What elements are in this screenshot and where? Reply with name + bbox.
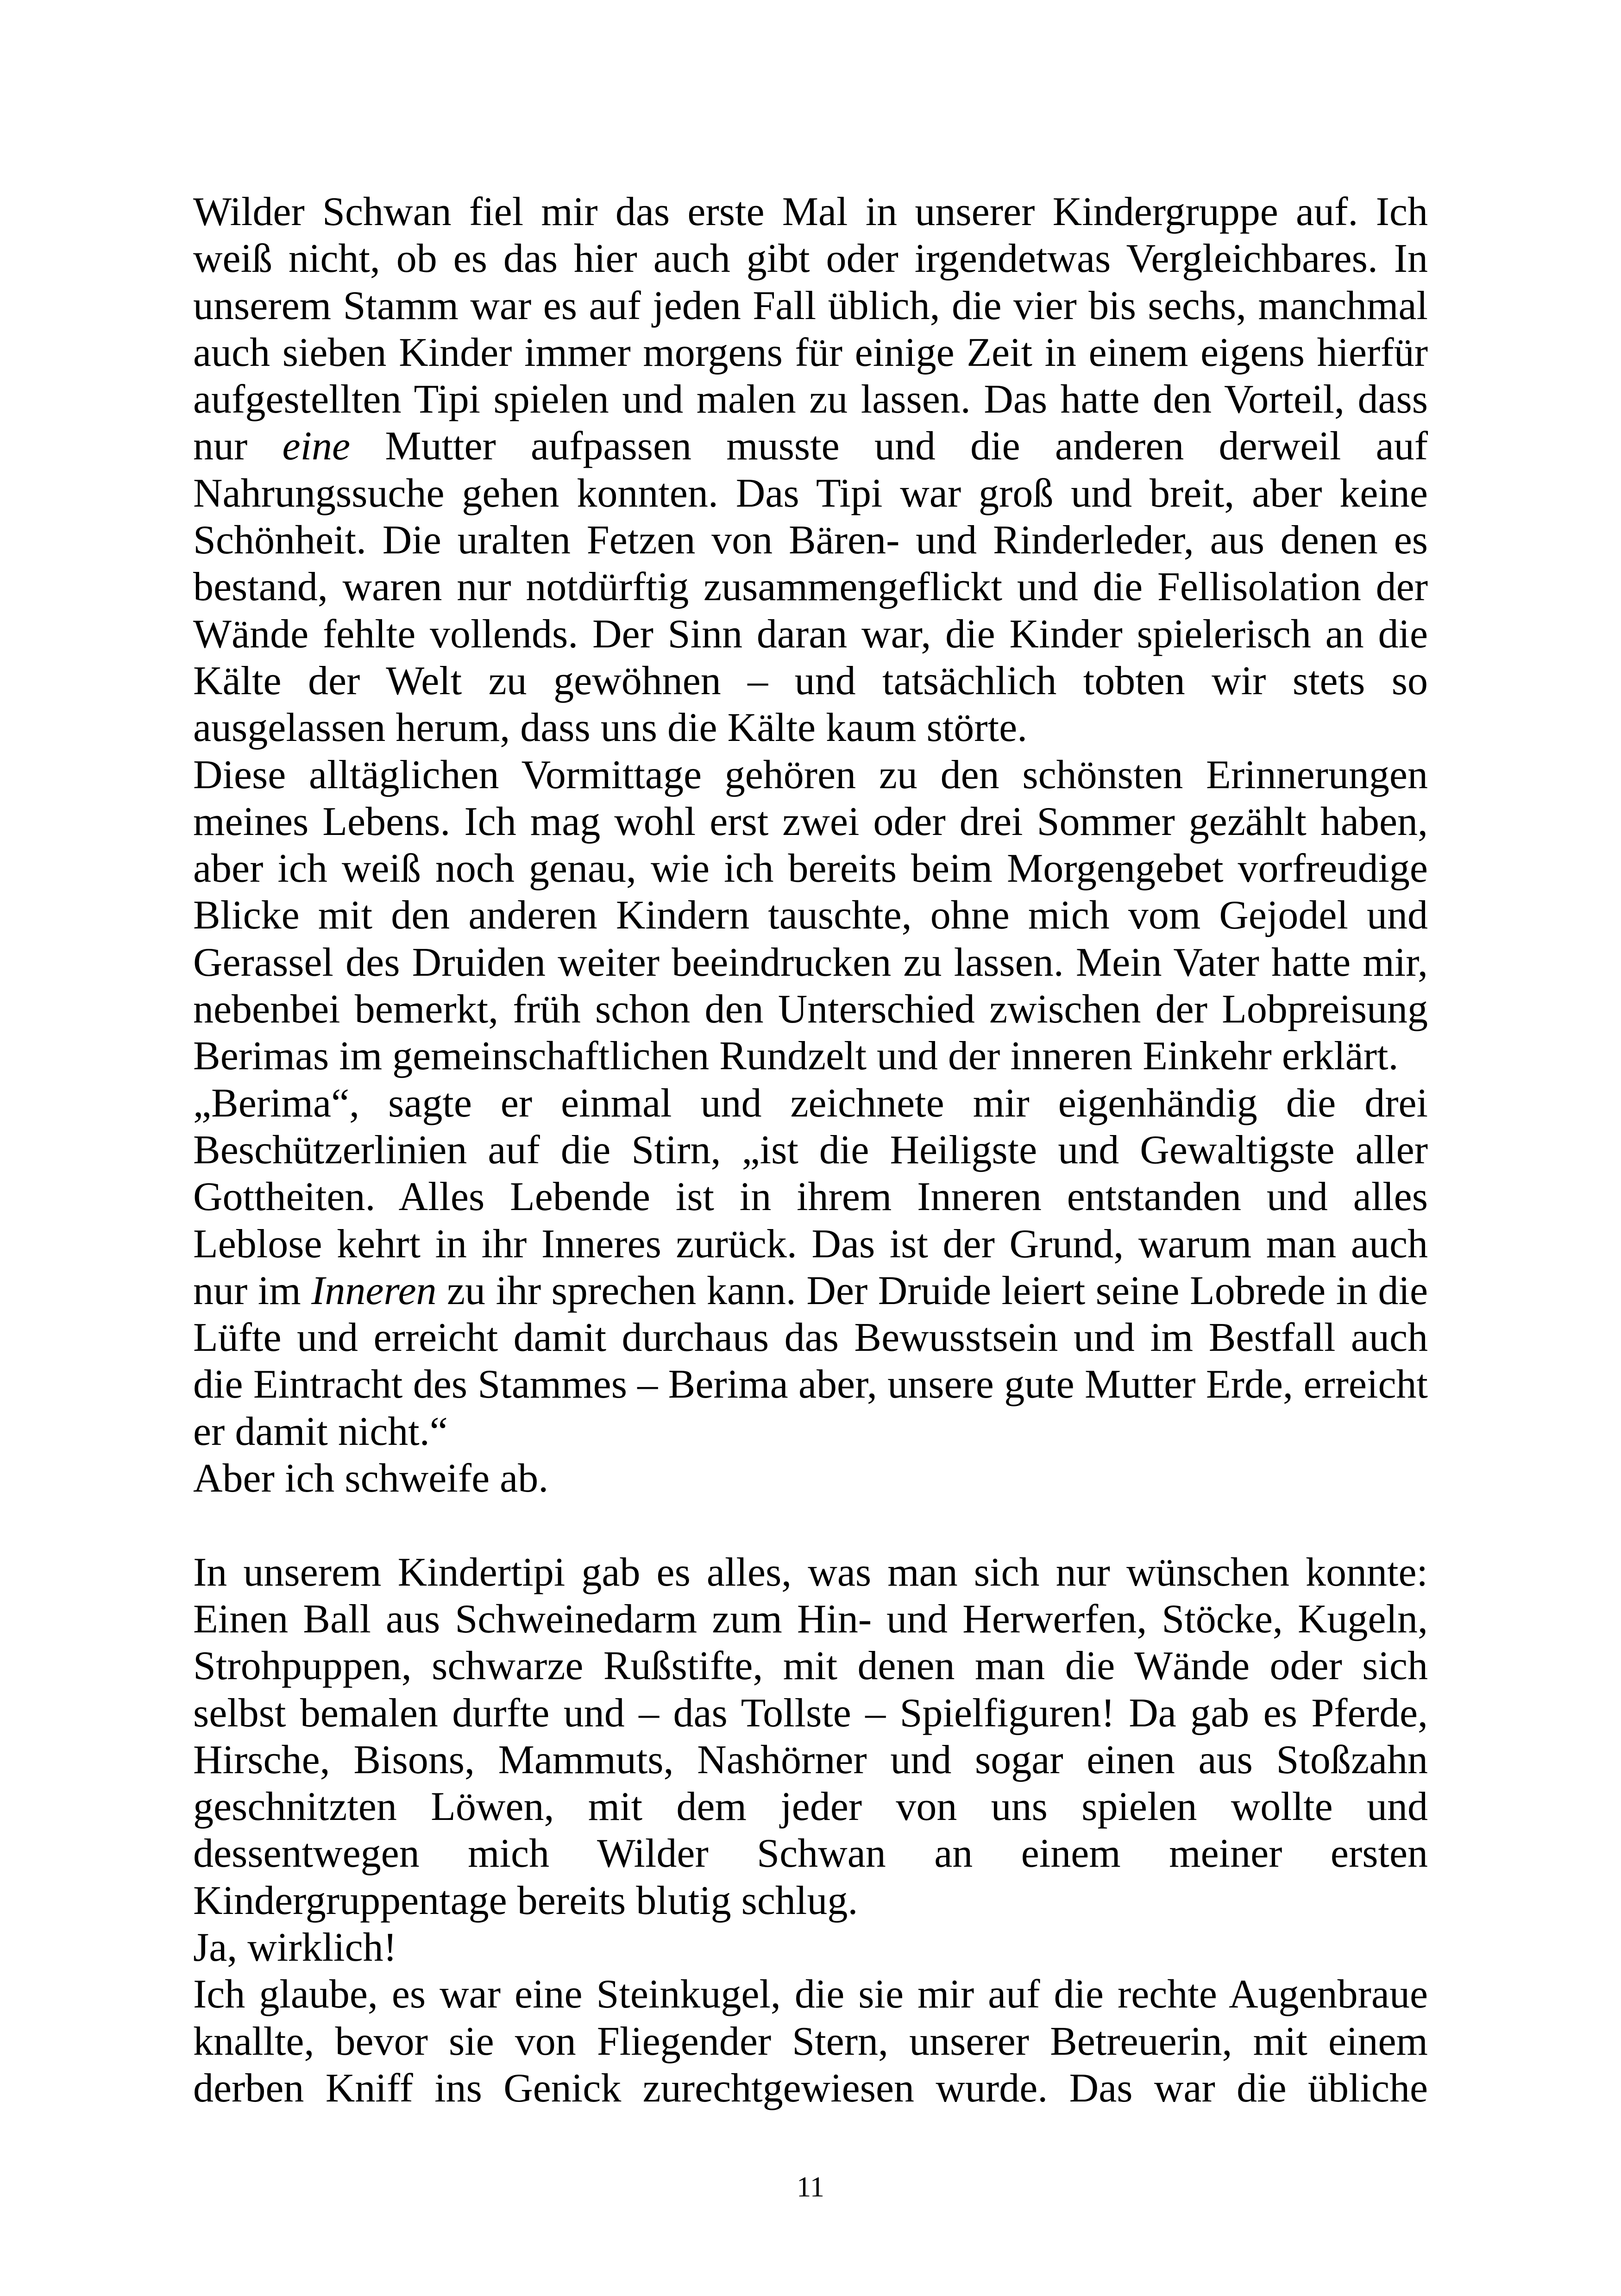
page-body [193,188,1428,2112]
page-number: 11 [797,2171,824,2203]
paragraph-4 [193,1455,1428,1502]
text-segment: Wilder Schwan fiel mir das erste Mal in unserer Kindergruppe auf. Ich weiß nicht, ob es das hier auch gibt oder irgendetwas Vergleichbares. In unserem Stamm war es auf jeden Fall üblich, die vier bis sechs, manchmal auch sieben Kinder immer morgens für einige Zeit in einem eigens hierfür aufgestellten Tipi spielen und malen zu lassen. Das hatte den Vorteil, dass nur [193,189,1428,469]
text-segment: Ich glaube, es war eine Steinkugel, die sie mir auf die rechte Augenbraue knallte, bevor sie von Fliegender Stern, unserer Betreuerin, mit einem derben Kniff ins Genick zurechtgewiesen wurde. Das war die übliche [193,1972,1428,2111]
text-segment: Mutter aufpassen musste und die anderen derweil auf Nahrungssuche gehen konnten. Das Tipi war groß und breit, aber keine Schönheit. Die uralten Fetzen von Bären- und Rinderleder, aus denen es bestand, waren nur notdürftig zusammengeflickt und die Fellisolation der Wände fehlte vollends. Der Sinn daran war, die Kinder spielerisch an die Kälte der Welt zu gewöhnen – und tatsächlich tobten wir stets so ausgelassen herum, dass uns die Kälte kaum störte. [193,424,1428,751]
paragraph-2 [193,752,1428,1080]
text-segment: Diese alltäglichen Vormittage gehören zu den schönsten Erinnerungen meines Lebens. Ich mag wohl erst zwei oder drei Sommer gezählt haben, aber ich weiß noch genau, wie ich bereits beim Morgengebet vorfreudige Blicke mit den anderen Kindern tauschte, ohne mich vom Gejodel und Gerassel des Druiden weiter beeindrucken zu lassen. Mein Vater hatte mir, nebenbei bemerkt, früh schon den Unterschied zwischen der Lobpreisung Berimas im gemeinschaftlichen Rundzelt und der inneren Einkehr erklärt. [193,752,1428,1079]
text-segment: Ja, wirklich! [193,1925,397,1970]
paragraph-7 [193,1971,1428,2112]
paragraph-1 [193,188,1428,752]
text-segment: „Berima“, sagte er einmal und zeichnete mir eigenhändig die drei Beschützerlinien auf die Stirn, „ist die Heiligste und Gewaltigste aller Gottheiten. Alles Lebende ist in ihrem Inneren entstanden und alles Leblose kehrt in ihr Inneres zurück. Das ist der Grund, warum man auch nur im [193,1080,1428,1313]
paragraph-gap [193,1502,1428,1549]
paragraph-6 [193,1924,1428,1971]
text-segment: zu ihr sprechen kann. Der Druide leiert seine Lobrede in die Lüfte und erreicht damit durchaus das Bewusstsein und im Bestfall auch die Eintracht des Stammes – Berima aber, unsere gute Mutter Erde, erreicht er damit nicht.“ [193,1268,1428,1454]
text-segment: Aber ich schweife ab. [193,1456,549,1501]
paragraph-5 [193,1549,1428,1924]
paragraph-3 [193,1080,1428,1455]
text-segment: In unserem Kindertipi gab es alles, was man sich nur wünschen konnte: Einen Ball aus Schweinedarm zum Hin- und Herwerfen, Stöcke, Kugeln, Strohpuppen, schwarze Rußstifte, mit denen man die Wände oder sich selbst bemalen durfte und – das Tollste – Spielfiguren! Da gab es Pferde, Hirsche, Bisons, Mammuts, Nashörner und sogar einen aus Stoßzahn geschnitzten Löwen, mit dem jeder von uns spielen wollte und dessentwegen mich Wilder Schwan an einem meiner ersten Kindergruppentage bereits blutig schlug. [193,1549,1428,1923]
text-segment-italic: Inneren [311,1268,437,1313]
text-segment-italic: eine [282,424,351,469]
